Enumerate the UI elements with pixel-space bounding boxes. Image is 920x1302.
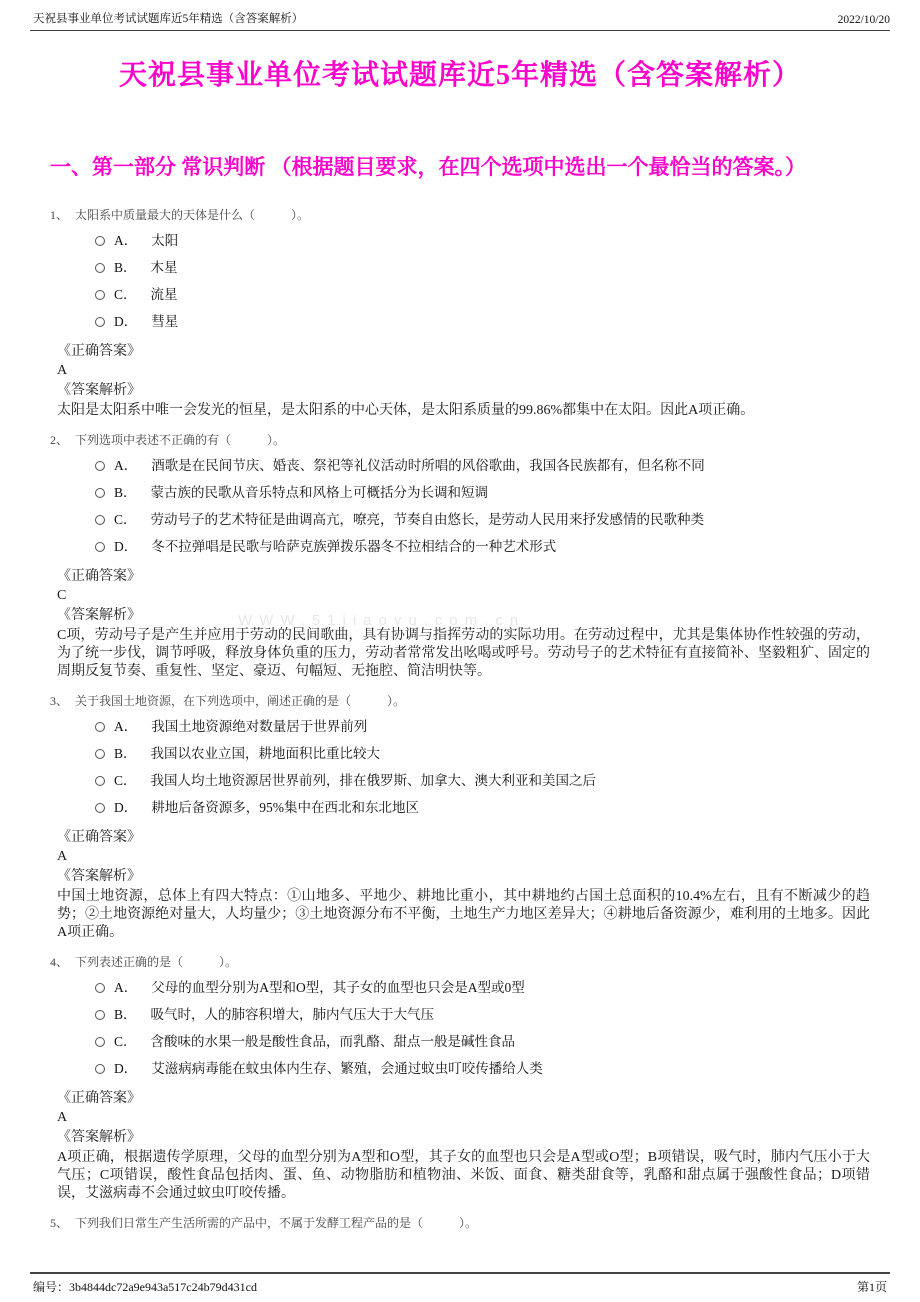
radio-button[interactable] <box>95 317 105 327</box>
option-text: 彗星 <box>151 314 179 329</box>
option-text: 木星 <box>150 260 178 275</box>
option-row[interactable] <box>95 1033 920 1050</box>
option-row[interactable] <box>95 979 920 996</box>
option-letter: A． <box>114 233 138 248</box>
section-heading: 一、第一部分 常识判断 （根据题目要求，在四个选项中选出一个最恰当的答案。） <box>50 155 806 179</box>
question-4 <box>0 954 920 1203</box>
footer-page-number: 第1页 <box>856 1280 887 1294</box>
page-header <box>0 0 920 29</box>
question-stem-text: 下列选项中表述不正确的有（ ）。 <box>75 433 286 447</box>
question-1 <box>0 207 920 420</box>
question-number: 2、 <box>50 433 69 447</box>
option-letter: B． <box>114 260 137 275</box>
option-letter: B． <box>114 1007 137 1022</box>
option-text: 艾滋病病毒能在蚊虫体内生存、繁殖，会通过蚊虫叮咬传播给人类 <box>151 1061 543 1076</box>
option-row[interactable] <box>95 1060 920 1077</box>
header-date: 2022/10/20 <box>837 14 890 26</box>
option-letter: C． <box>114 287 137 302</box>
question-number: 1、 <box>50 208 69 222</box>
question-stem-text: 下列表述正确的是（ ）。 <box>75 955 238 969</box>
header-rule <box>30 30 890 31</box>
option-letter: D． <box>114 314 138 329</box>
option-text: 我国以农业立国，耕地面积比重比较大 <box>150 746 381 761</box>
radio-button[interactable] <box>95 263 105 273</box>
option-row[interactable] <box>95 457 920 474</box>
question-stem <box>50 693 920 709</box>
radio-button[interactable] <box>95 1037 105 1047</box>
radio-button[interactable] <box>95 488 105 498</box>
option-text: 耕地后备资源多，95%集中在西北和东北地区 <box>151 800 419 815</box>
question-stem <box>50 1215 920 1231</box>
correct-answer-label: 《正确答案》 <box>57 344 141 359</box>
option-text: 父母的血型分别为A型和O型，其子女的血型也只会是A型或0型 <box>151 980 525 995</box>
question-stem-text: 太阳系中质量最大的天体是什么（ ）。 <box>75 208 310 222</box>
option-row[interactable] <box>95 1006 920 1023</box>
option-text: 含酸味的水果一般是酸性食品，而乳酪、甜点一般是碱性食品 <box>150 1034 516 1049</box>
radio-button[interactable] <box>95 542 105 552</box>
footer-rule <box>30 1272 890 1274</box>
option-row[interactable] <box>95 259 920 276</box>
radio-button[interactable] <box>95 749 105 759</box>
radio-button[interactable] <box>95 515 105 525</box>
question-stem <box>50 207 920 223</box>
option-row[interactable] <box>95 799 920 816</box>
analysis-text: 太阳是太阳系中唯一会发光的恒星，是太阳系的中心天体，是太阳系质量的99.86%都集中在太阳。因此A项正确。 <box>57 403 755 418</box>
question-5 <box>0 1215 920 1231</box>
radio-button[interactable] <box>95 722 105 732</box>
page-footer <box>33 1278 887 1295</box>
option-text: 劳动号子的艺术特征是曲调高亢，嘹亮，节奏自由悠长，是劳动人民用来抒发感情的民歌种类 <box>150 512 705 527</box>
analysis-text: 中国土地资源，总体上有四大特点：①山地多、平地少、耕地比重小，其中耕地约占国土总面积的10.4%左右，且有不断减少的趋势；②土地资源绝对量大，人均量少；③土地资源分布不平衡，土地生产力地区差异大；④耕地后备资源少，难利用的土地多。因此A项正确。 <box>57 889 870 940</box>
question-stem-text: 下列我们日常生产生活所需的产品中，不属于发酵工程产品的是（ ）。 <box>75 1216 478 1230</box>
option-letter: B． <box>114 485 137 500</box>
option-row[interactable] <box>95 745 920 762</box>
radio-button[interactable] <box>95 461 105 471</box>
analysis-label: 《答案解析》 <box>57 869 141 884</box>
correct-answer-label: 《正确答案》 <box>57 569 141 584</box>
option-text: 吸气时，人的肺容积增大，肺内气压大于大气压 <box>150 1007 435 1022</box>
option-text: 我国人均土地资源居世界前列，排在俄罗斯、加拿大、澳大利亚和美国之后 <box>150 773 597 788</box>
correct-answer-value: A <box>57 849 68 864</box>
question-3 <box>0 693 920 942</box>
option-letter: B． <box>114 746 137 761</box>
option-letter: A． <box>114 980 138 995</box>
option-text: 我国土地资源绝对数量居于世界前列 <box>151 719 368 734</box>
radio-button[interactable] <box>95 776 105 786</box>
option-row[interactable] <box>95 484 920 501</box>
option-row[interactable] <box>95 718 920 735</box>
analysis-text: C项，劳动号子是产生并应用于劳动的民间歌曲，具有协调与指挥劳动的实际功用。在劳动过程中，尤其是集体协作性较强的劳动，为了统一步伐，调节呼吸，释放身体负重的压力，劳动者常常发出吆喝或呼号。劳动号子的艺术特征有直接简补、坚毅粗犷、固定的周期反复节奏、重复性、坚定、豪迈、句幅短、无拖腔、简洁明快等。 <box>57 628 870 679</box>
correct-answer-value: A <box>57 363 68 378</box>
option-letter: D． <box>114 1061 138 1076</box>
footer-document-id: 编号：3b4844dc72a9e943a517c24b79d431cd <box>33 1280 257 1294</box>
option-letter: A． <box>114 458 138 473</box>
option-row[interactable] <box>95 772 920 789</box>
radio-button[interactable] <box>95 1010 105 1020</box>
option-row[interactable] <box>95 313 920 330</box>
option-row[interactable] <box>95 232 920 249</box>
option-text: 酒歌是在民间节庆、婚丧、祭祀等礼仪活动时所唱的风俗歌曲，我国各民族都有，但名称不同 <box>151 458 705 473</box>
option-row[interactable] <box>95 511 920 528</box>
question-2 <box>0 432 920 681</box>
option-text: 流星 <box>150 287 178 302</box>
question-stem <box>50 432 920 448</box>
correct-answer-label: 《正确答案》 <box>57 1091 141 1106</box>
watermark: WWW.51jiaoyu.com.cn <box>238 612 526 629</box>
page-title: 天祝县事业单位考试试题库近5年精选（含答案解析） <box>118 60 801 91</box>
analysis-label: 《答案解析》 <box>57 608 141 623</box>
analysis-text: A项正确，根据遗传学原理，父母的血型分别为A型和O型，其子女的血型也只会是A型或O型；B项错误，吸气时，肺内气压小于大气压；C项错误，酸性食品包括肉、蛋、鱼、动物脂肪和植物油、米饭、面食、糖类甜食等，乳酪和甜点属于强酸性食品；D项错误，艾滋病毒不会通过蚊虫叮咬传播。 <box>57 1150 870 1201</box>
question-stem <box>50 954 920 970</box>
header-title: 天祝县事业单位考试试题库近5年精选（含答案解析） <box>33 13 304 25</box>
analysis-label: 《答案解析》 <box>57 383 141 398</box>
option-text: 太阳 <box>151 233 179 248</box>
option-text: 蒙古族的民歌从音乐特点和风格上可概括分为长调和短调 <box>150 485 489 500</box>
option-letter: C． <box>114 773 137 788</box>
correct-answer-value: C <box>57 588 67 603</box>
option-letter: C． <box>114 512 137 527</box>
question-stem-text: 关于我国土地资源，在下列选项中，阐述正确的是（ ）。 <box>75 694 406 708</box>
correct-answer-value: A <box>57 1110 68 1125</box>
analysis-label: 《答案解析》 <box>57 1130 141 1145</box>
radio-button[interactable] <box>95 803 105 813</box>
option-row[interactable] <box>95 286 920 303</box>
option-letter: D． <box>114 800 138 815</box>
radio-button[interactable] <box>95 290 105 300</box>
question-number: 4、 <box>50 955 69 969</box>
radio-button[interactable] <box>95 236 105 246</box>
option-letter: C． <box>114 1034 137 1049</box>
correct-answer-label: 《正确答案》 <box>57 830 141 845</box>
question-number: 3、 <box>50 694 69 708</box>
option-letter: D． <box>114 539 138 554</box>
radio-button[interactable] <box>95 1064 105 1074</box>
question-number: 5、 <box>50 1216 69 1230</box>
option-text: 冬不拉弹唱是民歌与哈萨克族弹拨乐器冬不拉相结合的一种艺术形式 <box>151 539 557 554</box>
option-row[interactable] <box>95 538 920 555</box>
radio-button[interactable] <box>95 983 105 993</box>
option-letter: A． <box>114 719 138 734</box>
